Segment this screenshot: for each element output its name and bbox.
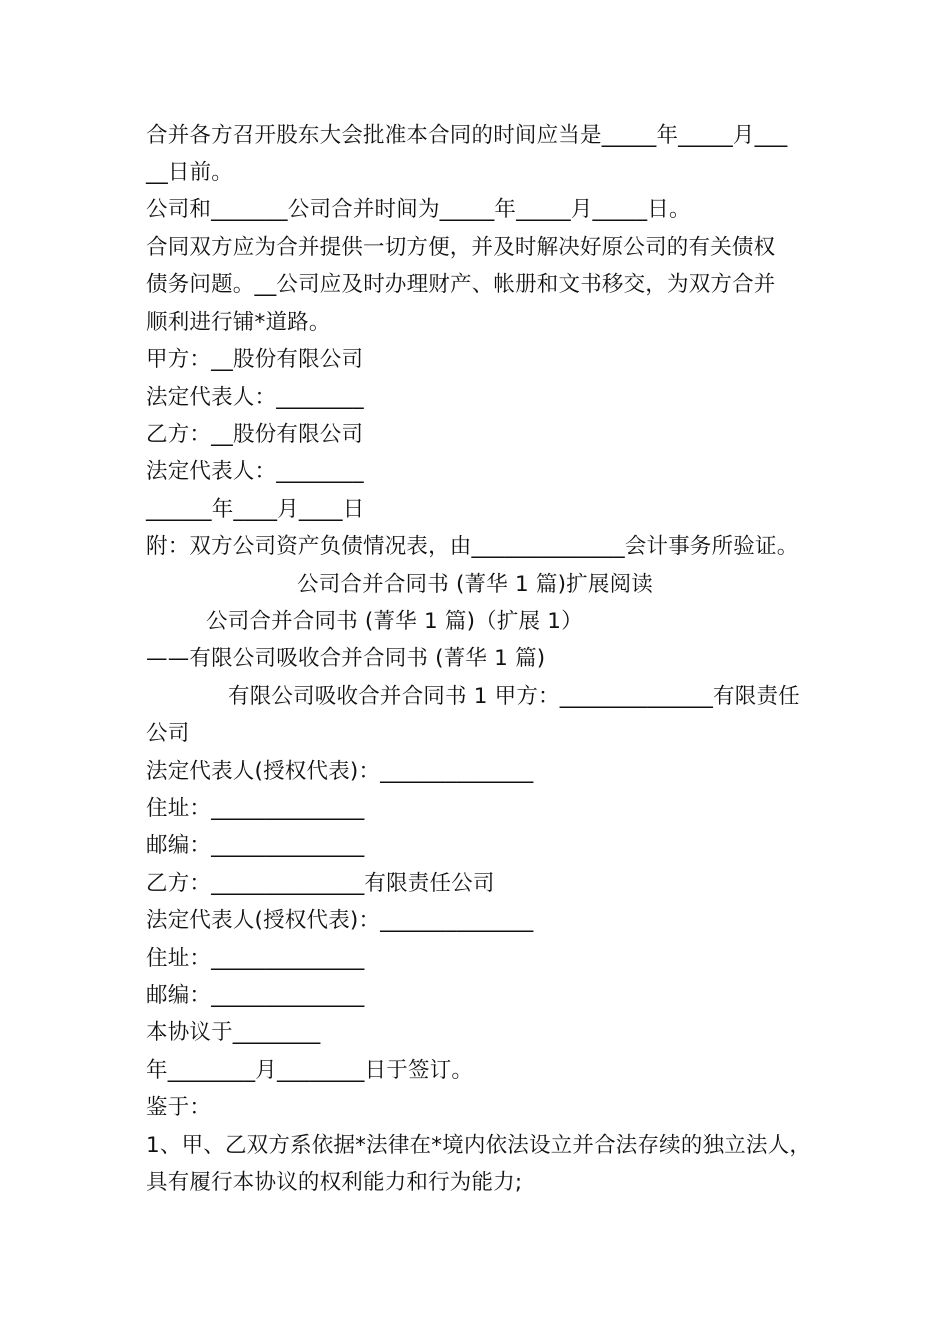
paragraph-line: 有限公司吸收合并合同书 1 甲方：______________有限责任 (228, 684, 800, 709)
paragraph-line: __日前。 (146, 160, 234, 185)
address-line: 住址：______________ (146, 946, 365, 971)
party-b-line: 乙方：__股份有限公司 (146, 422, 364, 447)
attachment-line: 附：双方公司资产负债情况表，由______________会计事务所验证。 (146, 534, 799, 559)
agreement-date-line: 年________月________日于签订。 (146, 1058, 474, 1083)
paragraph-line: 合同双方应为合并提供一切方便，并及时解决好原公司的有关债权 (146, 235, 776, 260)
paragraph-line: 公司和_______公司合并时间为_____年_____月_____日。 (146, 197, 691, 222)
whereas-heading: 鉴于： (146, 1095, 212, 1120)
postcode-line: 邮编：______________ (146, 833, 365, 858)
paragraph-line: 债务问题。__公司应及时办理财产、帐册和文书移交，为双方合并 (146, 272, 776, 297)
agreement-date-line: 本协议于________ (146, 1020, 321, 1045)
representative-line: 法定代表人：________ (146, 385, 364, 410)
paragraph-line: 顺利进行铺*道路。 (146, 310, 331, 335)
paragraph-line: 合并各方召开股东大会批准本合同的时间应当是_____年_____月___ (146, 123, 788, 148)
representative-line: 法定代表人：________ (146, 459, 364, 484)
clause-line: 具有履行本协议的权利能力和行为能力; (146, 1170, 523, 1195)
postcode-line: 邮编：______________ (146, 983, 365, 1008)
date-line: ______年____月____日 (146, 497, 365, 522)
party-b-line: 乙方：______________有限责任公司 (146, 871, 495, 896)
clause-line: 1、甲、乙双方系依据*法律在*境内依法设立并合法存续的独立法人， (146, 1133, 812, 1158)
subsection-heading: 公司合并合同书 (菁华 1 篇)（扩展 1） (206, 609, 583, 634)
paragraph-line: 公司 (146, 721, 190, 746)
party-a-line: 甲方：__股份有限公司 (146, 347, 364, 372)
contract-title: ——有限公司吸收合并合同书 (菁华 1 篇) (146, 646, 546, 671)
address-line: 住址：______________ (146, 796, 365, 821)
representative-line: 法定代表人(授权代表)：______________ (146, 759, 534, 784)
representative-line: 法定代表人(授权代表)：______________ (146, 908, 534, 933)
section-heading: 公司合并合同书 (菁华 1 篇)扩展阅读 (297, 572, 653, 597)
